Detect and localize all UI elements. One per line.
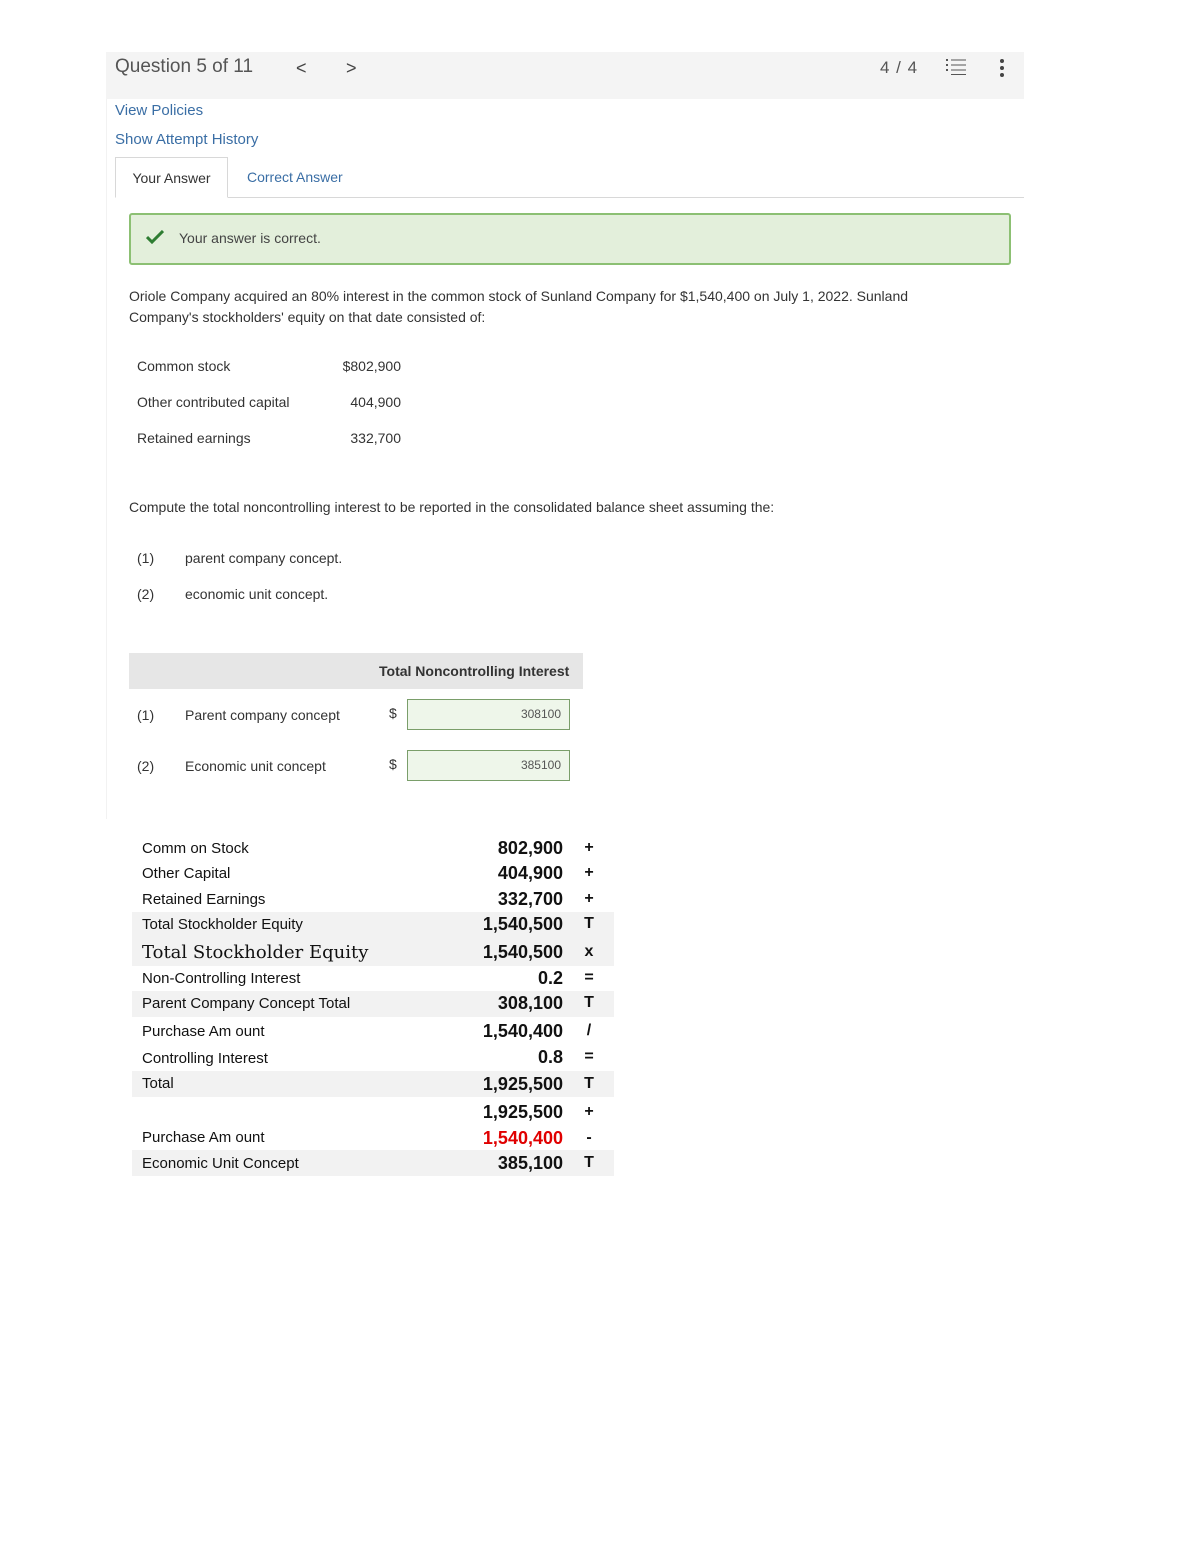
- calc-label: Purchase Am ount: [142, 1129, 265, 1146]
- score-display: 4 / 4: [880, 58, 919, 77]
- calc-value: 1,925,500: [482, 1074, 563, 1094]
- tab-correct-answer[interactable]: Correct Answer: [247, 169, 343, 185]
- calc-operator: +: [584, 890, 594, 907]
- calc-operator: T: [584, 994, 594, 1011]
- answer-row-label: Parent company concept: [185, 707, 340, 723]
- calc-value-highlighted: 1,540,400: [482, 1128, 563, 1148]
- calc-operator: -: [586, 1129, 592, 1146]
- currency-symbol: $: [389, 705, 397, 721]
- problem-statement: [129, 286, 989, 328]
- equity-value: 332,700: [350, 430, 401, 446]
- answer-row-number: (1): [137, 707, 155, 723]
- calc-operator: =: [584, 969, 594, 986]
- currency-symbol: $: [389, 756, 397, 772]
- problem-intro-line-1: Oriole Company acquired an 80% interest in the common stock of Sunland Company for $1,540,400 on July 1, 2022. Sunland: [129, 288, 909, 304]
- calc-label: Total Stockholder Equity: [142, 916, 303, 933]
- parent-concept-answer-input[interactable]: 308100: [407, 699, 570, 730]
- equity-value: 404,900: [350, 394, 401, 410]
- economic-concept-answer-input[interactable]: 385100: [407, 750, 570, 781]
- calc-value: 332,700: [497, 889, 563, 909]
- answer-column-title: Total Noncontrolling Interest: [379, 663, 570, 679]
- calc-label: Purchase Am ount: [142, 1023, 265, 1040]
- equity-label: Common stock: [137, 358, 231, 374]
- calc-label: Parent Company Concept Total: [142, 995, 351, 1012]
- part-number: (2): [137, 586, 155, 602]
- calc-operator: +: [584, 864, 594, 881]
- part-text: economic unit concept.: [185, 586, 329, 602]
- calc-value: 0.2: [537, 968, 563, 988]
- calc-operator: T: [584, 1075, 594, 1092]
- part-text: parent company concept.: [185, 550, 343, 566]
- calc-operator: +: [584, 839, 594, 856]
- calc-label: Non-Controlling Interest: [142, 970, 301, 987]
- answer-row-label: Economic unit concept: [185, 758, 326, 774]
- feedback-message: Your answer is correct.: [179, 230, 321, 246]
- calc-value: 1,540,400: [482, 1021, 563, 1041]
- calc-value: 1,925,500: [482, 1102, 563, 1122]
- calc-label: Retained Earnings: [142, 891, 266, 908]
- calc-value: 308,100: [497, 993, 563, 1013]
- problem-intro-line-2: Company's stockholders' equity on that date consisted of:: [129, 309, 486, 325]
- calc-value: 802,900: [497, 838, 563, 858]
- calc-operator: T: [584, 1154, 594, 1171]
- checkmark-icon: [146, 230, 164, 244]
- calc-label: Other Capital: [142, 865, 231, 882]
- equity-value: $802,900: [342, 358, 401, 374]
- more-options-icon[interactable]: [998, 58, 1006, 78]
- next-question-button[interactable]: >: [346, 58, 357, 78]
- calc-value: 385,100: [497, 1153, 563, 1173]
- calc-value: 404,900: [497, 863, 563, 883]
- show-attempt-history-link[interactable]: Show Attempt History: [115, 131, 259, 148]
- calc-operator: /: [586, 1022, 592, 1039]
- equity-label: Retained earnings: [137, 430, 251, 446]
- equity-label: Other contributed capital: [137, 394, 290, 410]
- question-text: Compute the total noncontrolling interest to be reported in the consolidated balance sheet assuming the:: [129, 499, 775, 515]
- panel-edge: [106, 99, 107, 819]
- calc-value: 1,540,500: [482, 914, 563, 934]
- previous-question-button[interactable]: <: [296, 58, 307, 78]
- view-policies-link[interactable]: View Policies: [115, 102, 204, 119]
- calc-operator: x: [584, 943, 594, 960]
- calc-label: Total Stockholder Equity: [142, 942, 369, 963]
- tabs-divider: [115, 197, 1024, 198]
- calc-label: Comm on Stock: [142, 840, 249, 857]
- question-counter: Question 5 of 11: [115, 56, 254, 77]
- calc-value: 0.8: [537, 1047, 563, 1067]
- tab-your-answer[interactable]: Your Answer: [115, 157, 228, 198]
- calc-label: Economic Unit Concept: [142, 1155, 299, 1172]
- calc-operator: =: [584, 1048, 594, 1065]
- question-list-icon[interactable]: [946, 58, 966, 76]
- part-number: (1): [137, 550, 155, 566]
- calc-operator: +: [584, 1103, 594, 1120]
- calc-operator: T: [584, 915, 594, 932]
- answer-row-number: (2): [137, 758, 155, 774]
- calc-label: Controlling Interest: [142, 1050, 268, 1067]
- calc-value: 1,540,500: [482, 942, 563, 962]
- calc-label: Total: [142, 1075, 174, 1092]
